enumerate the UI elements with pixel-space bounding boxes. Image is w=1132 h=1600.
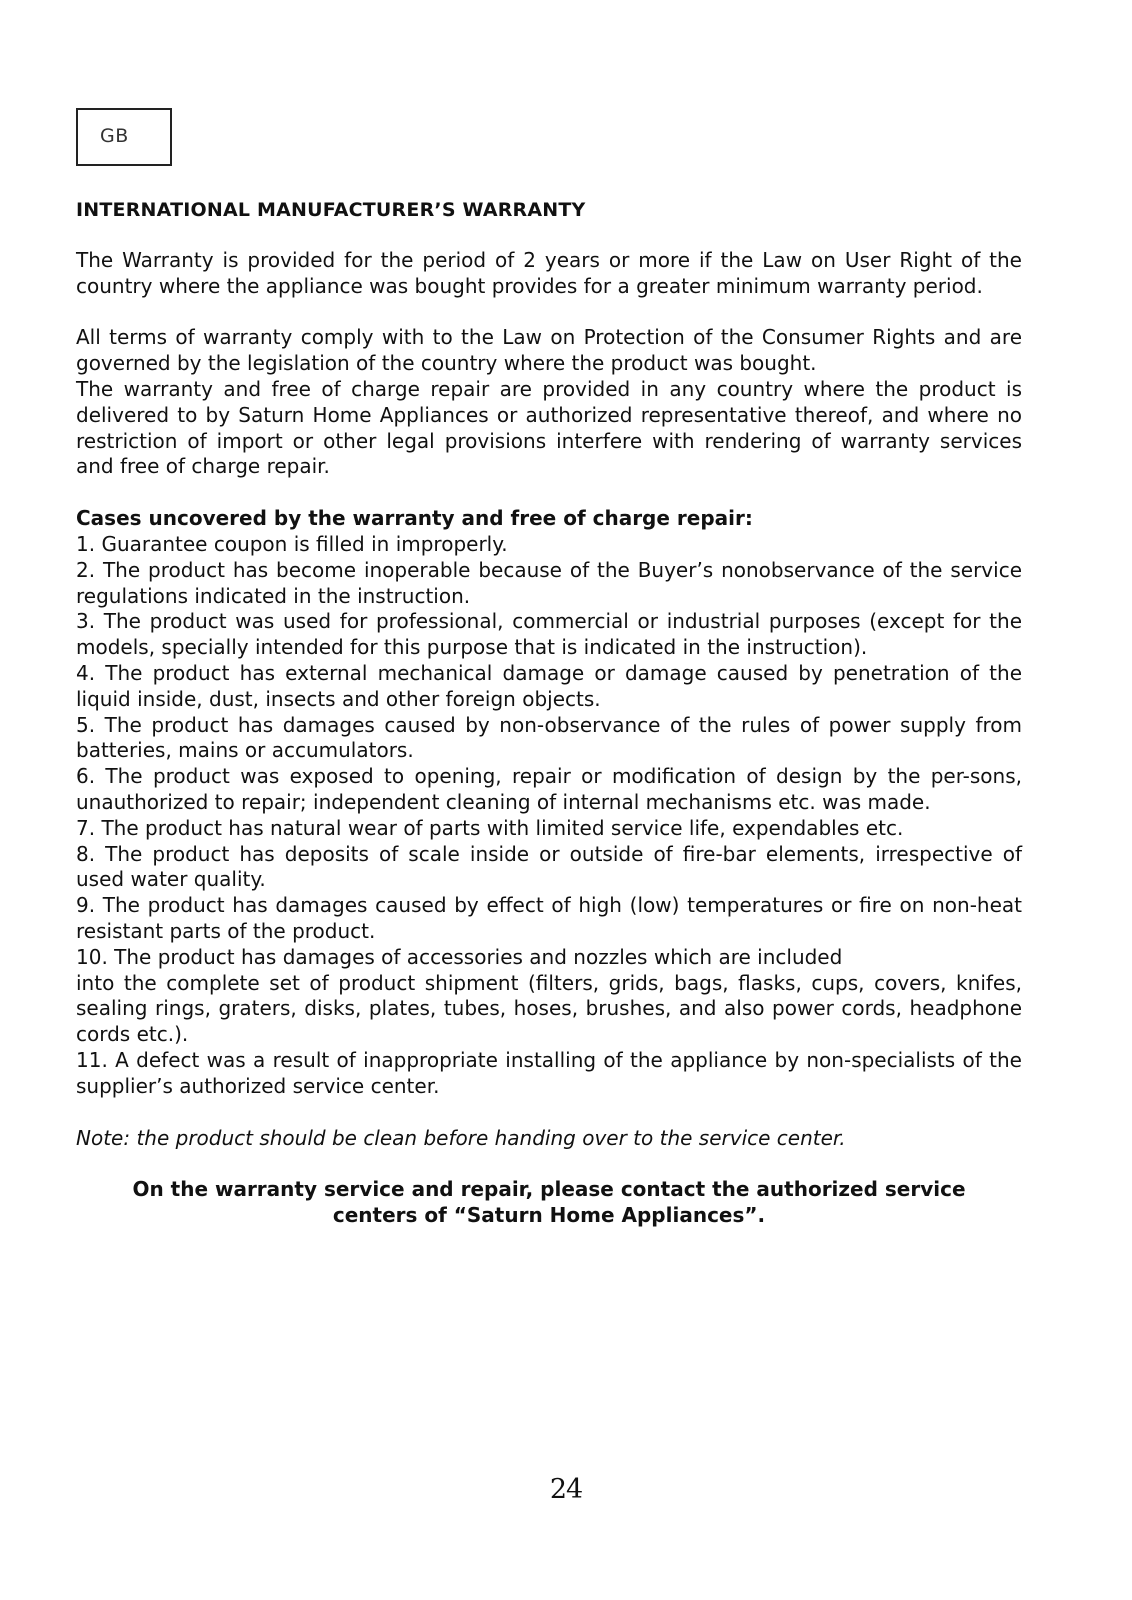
case-item: 11. A defect was a result of inappropriate installing of the appliance by non-specialists of the supplier’s authorized service center. [76,1047,1022,1098]
page-title: INTERNATIONAL MANUFACTURER’S WARRANTY [76,199,586,221]
cases-heading: Cases uncovered by the warranty and free of charge repair: [76,506,753,531]
case-item: 4. The product has external mechanical damage or damage caused by penetration of the liquid inside, dust, insects and other foreign objects. [76,660,1022,711]
case-item: 8. The product has deposits of scale inside or outside of fire-bar elements, irrespective of used water quality. [76,841,1022,892]
warranty-content [76,196,1022,1229]
case-item: 3. The product was used for professional, commercial or industrial purposes (except for the models, specially intended for this purpose that is indicated in the instruction). [76,609,1022,660]
language-code: GB [100,125,129,147]
case-item: 9. The product has damages caused by effect of high (low) temperatures or fire on non-heat resistant parts of the product. [76,893,1022,943]
case-item: 6. The product was exposed to opening, repair or modification of design by the per-sons, unauthorized to repair; independent cleaning of internal mechanisms etc. was made. [76,764,1022,814]
contact-line-1: On the warranty service and repair, please contact the authorized service [132,1177,966,1202]
note-text: Note: the product should be clean before handing over to the service center. [76,1125,846,1150]
case-item: 10. The product has damages of accessories and nozzles which are included [76,944,843,969]
contact-line-2: centers of “Saturn Home Appliances”. [332,1203,766,1228]
intro-paragraph: The Warranty is provided for the period of 2 years or more if the Law on User Right of the country where the appliance was bought provides for a greater minimum warranty period. [76,247,1022,298]
page-number: 24 [549,1474,583,1505]
terms-paragraph-1: All terms of warranty comply with to the Law on Protection of the Consumer Rights and are governed by the legislation of the country where the product was bought. [76,325,1022,376]
language-box [76,108,172,166]
terms-paragraph-2: The warranty and free of charge repair are provided in any country where the product is delivered to by Saturn Home Appliances or authorized representative thereof, and where no restriction of import or other legal provisions interfere with rendering of warranty services and free of charge repair. [76,376,1022,479]
case-item: 5. The product has damages caused by non-observance of the rules of power supply from batteries, mains or accumulators. [76,712,1022,763]
case-item: 2. The product has become inoperable because of the Buyer’s nonobservance of the service regulations indicated in the instruction. [76,557,1022,608]
case-item: into the complete set of product shipment (filters, grids, bags, flasks, cups, covers, knifes, sealing rings, graters, disks, plates, tubes, hoses, brushes, and also power cords, headphone cords etc.). [76,970,1022,1047]
case-item: 7. The product has natural wear of parts with limited service life, expendables etc. [76,815,904,840]
case-item: 1. Guarantee coupon is filled in improperly. [76,531,508,556]
